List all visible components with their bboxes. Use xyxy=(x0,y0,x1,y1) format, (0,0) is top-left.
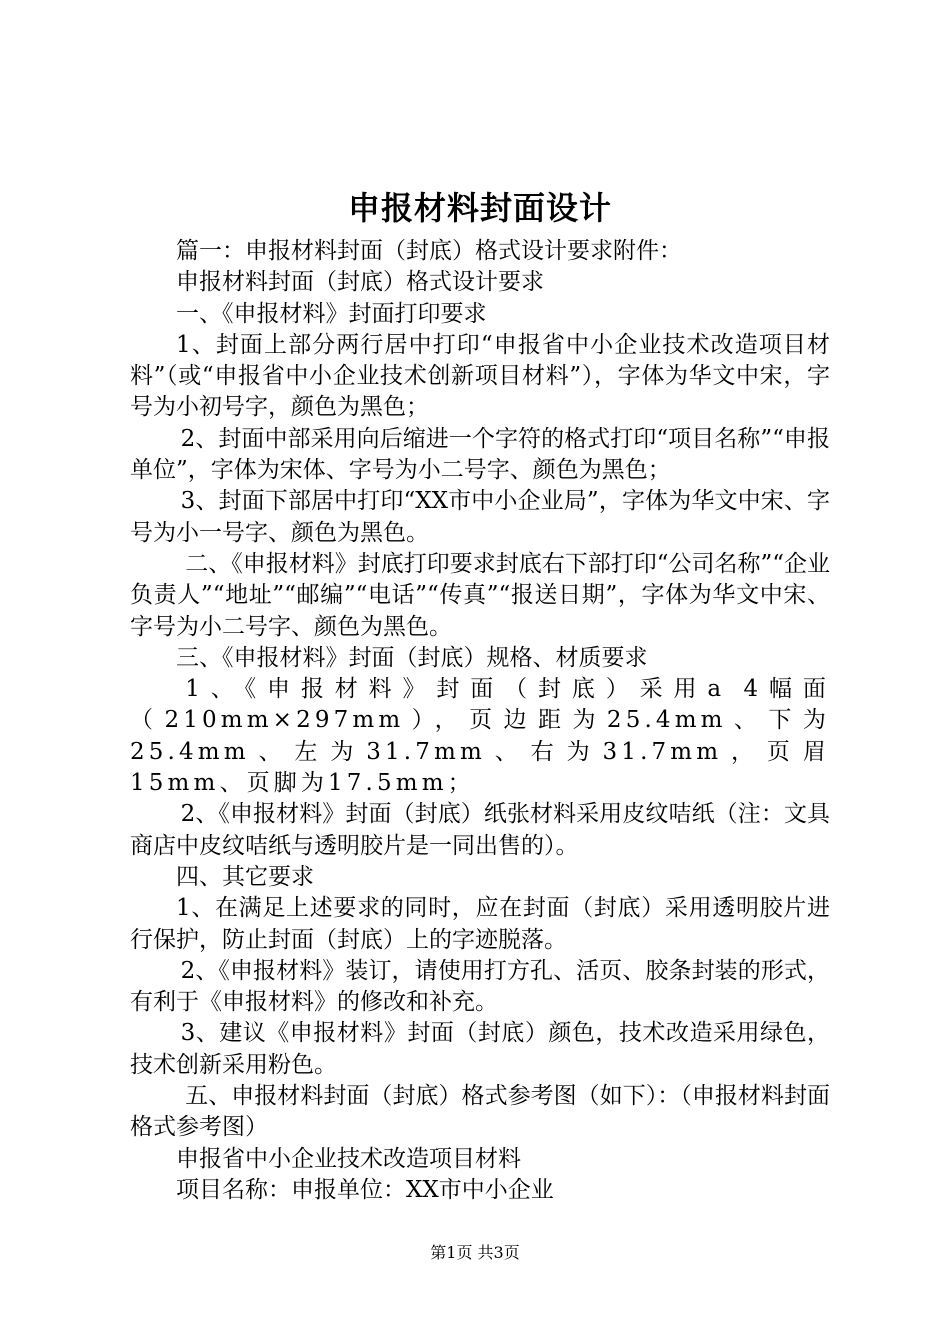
paragraph-item: 2、《申报材料》封面（封底）纸张材料采用皮纹咭纸（注：文具商店中皮纹咭纸与透明胶片是一同出售的）。 xyxy=(130,801,830,859)
section-heading-5: 五、申报材料封面（封底）格式参考图（如下）：（申报材料封面格式参考图） xyxy=(130,1083,830,1141)
paragraph-item: 3、封面下部居中打印“XX市中小企业局”，字体为华文中宋、字号为小一号字、颜色为黑色。 xyxy=(130,488,830,546)
paragraph-item: 2、《申报材料》装订，请使用打方孔、活页、胶条封装的形式，有利于《申报材料》的修改和补充。 xyxy=(130,957,830,1016)
paragraph-item: 1、封面上部分两行居中打印“申报省中小企业技术改造项目材料”（或“申报省中小企业技术创新项目材料”），字体为华文中宋，字号为小初号字，颜色为黑色； xyxy=(130,331,830,421)
section-heading-4: 四、其它要求 xyxy=(176,863,314,890)
paragraph-item: 2、封面中部采用向后缩进一个字符的格式打印“项目名称”“申报单位”，字体为宋体、字号为小二号字、颜色为黑色； xyxy=(130,425,830,484)
section-heading-2: 二、《申报材料》封底打印要求封底右下部打印“公司名称”“企业负责人”“地址”“邮编”“电话”“传真”“报送日期”，字体为华文中宋、字号为小二号字、颜色为黑色。 xyxy=(130,550,830,640)
section-heading-3: 三、《申报材料》封面（封底）规格、材质要求 xyxy=(176,644,648,671)
paragraph-item: 1、在满足上述要求的同时，应在封面（封底）采用透明胶片进行保护，防止封面（封底）上的字迹脱落。 xyxy=(130,895,830,953)
paragraph-subtitle: 申报材料封面（封底）格式设计要求 xyxy=(176,269,544,296)
paragraph-item: 申报省中小企业技术改造项目材料 xyxy=(176,1145,521,1172)
paragraph-item: 3、建议《申报材料》封面（封底）颜色，技术改造采用绿色，技术创新采用粉色。 xyxy=(130,1020,830,1078)
section-heading-1: 一、《申报材料》封面打印要求 xyxy=(176,300,487,327)
document-title: 申报材料封面设计 xyxy=(347,189,612,227)
paragraph-item: 1、《申报材料》封面（封底）采用a 4幅面（210mm×297mm），页边距为25.4mm、下为25.4mm、左为31.7mm、右为31.7mm，页眉15mm、页脚为17.5mm； xyxy=(130,676,830,797)
document-body xyxy=(130,236,830,1206)
paragraph-item: 项目名称：申报单位：XX市中小企业 xyxy=(176,1176,554,1203)
paragraph-intro: 篇一：申报材料封面（封底）格式设计要求附件： xyxy=(176,238,682,264)
page-number: 第1页 共3页 xyxy=(430,1243,520,1262)
